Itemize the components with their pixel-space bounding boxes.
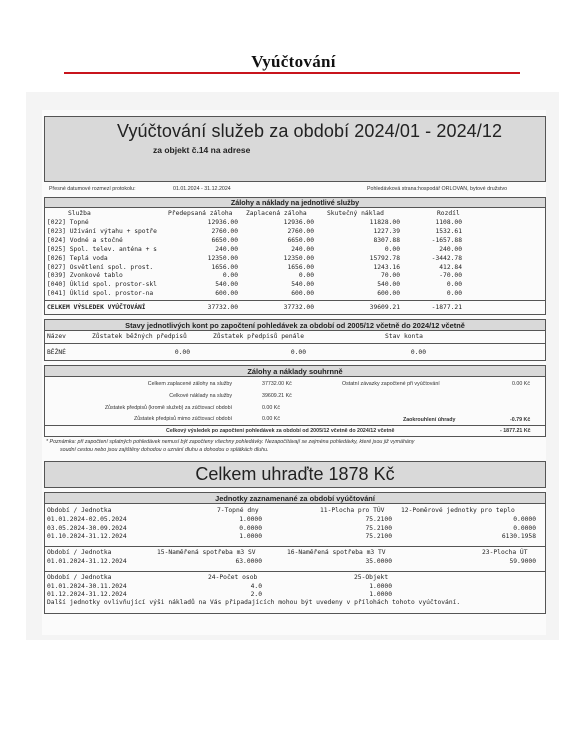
units-b2-col-3: 23-Plocha ÚT (482, 549, 528, 556)
summary-value-prescr-out: 0.00 Kč (262, 416, 280, 422)
accounts-row-balance: 0.00 (410, 349, 426, 356)
service-row-5-paid: 1656.00 (287, 263, 314, 271)
service-row-8-prescribed: 600.00 (215, 290, 238, 298)
title-underline (64, 72, 520, 74)
summary-value-prescr-in: 0.00 Kč (262, 405, 280, 411)
service-row-4-prescribed: 12350.00 (207, 254, 238, 262)
units-b2-divider (44, 546, 546, 547)
service-row-0-prescribed: 12936.00 (207, 219, 238, 226)
service-row-1-name: [023] Užívání výtahu + spotře (47, 227, 157, 235)
service-row-5-name: [027] Osvětlení spol. prost. (47, 263, 154, 271)
service-row-3-paid: 240.00 (291, 245, 314, 253)
service-row-1-diff: 1532.61 (435, 227, 462, 235)
units-b2-row-0-v1: 63.0000 (235, 558, 262, 565)
units-b1-col-1: 7-Topné dny (217, 507, 259, 514)
services-total-divider (44, 300, 546, 301)
units-b3-col-0: Období / Jednotka (47, 574, 112, 581)
summary-divider (44, 425, 546, 426)
units-b1-col-3: 12-Poměrové jednotky pro teplo (401, 507, 515, 514)
units-b1-row-0-col-1: 1.0000 (239, 516, 262, 523)
service-row-8-diff: 0.00 (446, 290, 462, 298)
accounts-divider (44, 343, 546, 344)
accounts-col-balance: Stav konta (385, 333, 423, 340)
total-diff: -1877.21 (431, 304, 462, 311)
service-row-3-name: [025] Spol. telev. anténa + s (47, 245, 157, 253)
service-row-5-actual: 1243.16 (373, 263, 400, 271)
units-b2-row-0-v2: 35.0000 (365, 558, 392, 565)
accounts-row-penalty: 0.00 (290, 349, 306, 356)
service-row-1-paid: 2760.00 (287, 227, 314, 235)
service-row-6-diff: -70.00 (439, 272, 462, 280)
service-row-7-actual: 540.00 (377, 281, 400, 289)
units-b3-row-1-v2: 1.0000 (369, 591, 392, 598)
other-liabilities-label: Ostatní závazky započtené při vyúčtování (342, 381, 440, 387)
note-line-1: * Poznámka: při započtení splatných pohledávek nemusí být započteny všechny pohledávky. Nezapočítávají se zejména pohledávky, které jsou již vymáhány (46, 439, 415, 445)
units-b1-row-0-col-0: 01.01.2024-02.05.2024 (47, 516, 127, 523)
units-b1-row-2-col-1: 1.0000 (239, 533, 262, 540)
units-b3-col-1: 24-Počet osob (208, 574, 258, 581)
units-b2-row-0-period: 01.01.2024-31.12.2024 (47, 558, 127, 565)
service-row-4-actual: 15792.78 (369, 254, 400, 262)
units-b1-row-2-col-3: 6130.1958 (501, 533, 536, 540)
final-result-label: Celkový výsledek po započtení pohledávek za období od 2005/12 včetně do 2024/12 včetně (166, 428, 395, 434)
units-b3-row-1-period: 01.12.2024-31.12.2024 (47, 591, 127, 598)
units-b1-row-1-col-0: 03.05.2024-30.09.2024 (47, 524, 127, 532)
service-row-2-prescribed: 6650.00 (211, 236, 238, 244)
accounts-col-penalty: Zůstatek předpisů penále (213, 333, 304, 340)
units-title: Jednotky zaznamenané za období vyúčtování (215, 494, 375, 503)
units-b1-row-1-col-1: 0.0000 (239, 524, 262, 532)
service-row-3-diff: 240.00 (439, 245, 462, 253)
units-b3-row-0-v2: 1.0000 (369, 583, 392, 590)
service-row-8-paid: 600.00 (291, 290, 314, 298)
summary-label-prescr-out: Zůstatek předpisů mimo zúčtovací období (133, 416, 232, 422)
units-b3-divider (44, 571, 546, 572)
units-footer-note: Další jednotky ovlivňující výši nákladů na Vás připadajících mohou být uvedeny v přílohách tohoto vyúčtování. (47, 599, 461, 606)
services-title: Zálohy a náklady na jednotlivé služby (230, 198, 360, 207)
accounts-col-name: Název (47, 333, 66, 340)
service-row-4-diff: -3442.78 (431, 254, 462, 262)
service-row-2-diff: -1657.88 (431, 236, 462, 244)
units-b1-row-2-col-2: 75.2100 (365, 533, 392, 540)
service-row-0-paid: 12936.00 (283, 219, 314, 226)
total-paid: 37732.00 (283, 304, 314, 311)
units-b1-row-0-col-2: 75.2100 (365, 516, 392, 523)
units-b2-col-0: Období / Jednotka (47, 549, 112, 556)
accounts-row-name: BĚŽNÉ (47, 349, 66, 356)
service-row-0-actual: 11828.00 (369, 219, 400, 226)
service-row-4-name: [026] Teplá voda (47, 254, 108, 262)
note-line-2: soudní cestou nebo jsou zajištěny dohodou o uznání dluhu a dohodou o splátkách dluhu. (60, 447, 269, 453)
service-row-6-paid: 0.00 (298, 272, 314, 280)
units-b1-row-1-col-2: 75.2100 (365, 524, 392, 532)
total-actual: 39609.21 (369, 304, 400, 311)
service-row-3-prescribed: 240.00 (215, 245, 238, 253)
object-label: za objekt č.14 na adrese (153, 145, 251, 155)
service-row-1-prescribed: 2760.00 (211, 227, 238, 235)
service-row-1-actual: 1227.39 (373, 227, 400, 235)
units-b3-col-2: 25-Objekt (354, 574, 389, 581)
units-b2-row-0-v3: 59.9000 (509, 558, 536, 565)
rounding-label: Zaokrouhlení úhrady (403, 417, 456, 423)
col-header-service: Služba (68, 210, 91, 217)
service-row-6-name: [039] Zvonkové tablo (47, 272, 123, 280)
page-title: Vyúčtování (251, 52, 336, 71)
final-result-value: - 1877.21 Kč (500, 428, 531, 434)
accounts-title: Stavy jednotlivých kont po započtení pohledávek za období od 2005/12 včetně do 2024/12 včetně (125, 321, 465, 330)
total-prescribed: 37732.00 (207, 304, 238, 311)
units-b2-col-2: 16-Naměřená spotřeba m3 TV (287, 549, 386, 556)
service-row-8-actual: 600.00 (377, 290, 400, 298)
summary-label-costs: Celkové náklady na služby (169, 393, 232, 399)
accounts-row-current: 0.00 (174, 349, 190, 356)
total-pay-text: Celkem uhraďte 1878 Kč (195, 464, 395, 484)
service-row-2-name: [024] Vodné a stočné (47, 236, 123, 244)
protocol-label: Přesné datumové rozmezí protokolu: (49, 186, 136, 192)
service-row-0-diff: 1108.00 (435, 219, 462, 226)
total-row-label: CELKEM VÝSLEDEK VYÚČTOVÁNÍ (47, 304, 146, 311)
service-row-7-diff: 0.00 (446, 281, 462, 289)
accounts-col-current: Zůstatek běžných předpisů (92, 333, 187, 340)
units-b1-col-2: 11-Plocha pro TÚV (320, 507, 385, 514)
service-row-8-name: [041] Úklid spol. prostor-na (47, 290, 154, 298)
units-b3-row-0-v1: 4.0 (250, 583, 262, 590)
service-row-7-paid: 540.00 (291, 281, 314, 289)
units-b3-row-1-v1: 2.0 (250, 591, 262, 598)
col-header-actual: Skutečný náklad (327, 210, 384, 217)
summary-label-paid: Celkem zaplacené zálohy na služby (147, 381, 232, 387)
col-header-diff: Rozdíl (437, 210, 460, 217)
summary-value-costs: 39609.21 Kč (262, 393, 292, 399)
service-row-0-name: [022] Topné (47, 219, 89, 226)
service-row-2-paid: 6650.00 (287, 236, 314, 244)
service-row-4-paid: 12350.00 (283, 254, 314, 262)
service-row-6-actual: 70.00 (381, 272, 400, 280)
service-row-2-actual: 8307.88 (373, 236, 400, 244)
service-row-6-prescribed: 0.00 (222, 272, 238, 280)
units-b2-col-1: 15-Naměřená spotřeba m3 SV (157, 549, 256, 556)
col-header-paid: Zaplacená záloha (246, 210, 307, 217)
units-b1-col-0: Období / Jednotka (47, 507, 112, 514)
service-row-5-prescribed: 1656.00 (211, 263, 238, 271)
service-row-5-diff: 412.84 (439, 263, 462, 271)
service-row-7-name: [040] Úklid spol. prostor-skl (47, 281, 157, 289)
summary-title: Zálohy a náklady souhrnně (247, 367, 343, 376)
protocol-period: 01.01.2024 - 31.12.2024 (173, 186, 231, 192)
units-b1-row-1-col-3: 0.0000 (513, 524, 536, 532)
service-row-3-actual: 0.00 (384, 245, 400, 253)
units-b1-row-2-col-0: 01.10.2024-31.12.2024 (47, 533, 127, 540)
summary-label-prescr-in: Zůstatek předpisů (kromě služeb) za zúčtovací období (104, 405, 232, 411)
creditor-name: hospodář ORLOVAN, bytové družstvo (418, 186, 508, 192)
creditor-label: Pohledávková strana: (367, 186, 418, 192)
col-header-prescribed: Předepsaná záloha (168, 210, 233, 217)
service-row-7-prescribed: 540.00 (215, 281, 238, 289)
summary-value-paid: 37732.00 Kč (262, 381, 292, 387)
statement-heading: Vyúčtování služeb za období 2024/01 - 2024/12 (117, 121, 503, 141)
rounding-value: -0.79 Kč (510, 417, 531, 423)
units-b3-row-0-period: 01.01.2024-30.11.2024 (47, 583, 127, 590)
other-liabilities-value: 0.00 Kč (512, 381, 530, 387)
units-b1-row-0-col-3: 0.0000 (513, 516, 536, 523)
